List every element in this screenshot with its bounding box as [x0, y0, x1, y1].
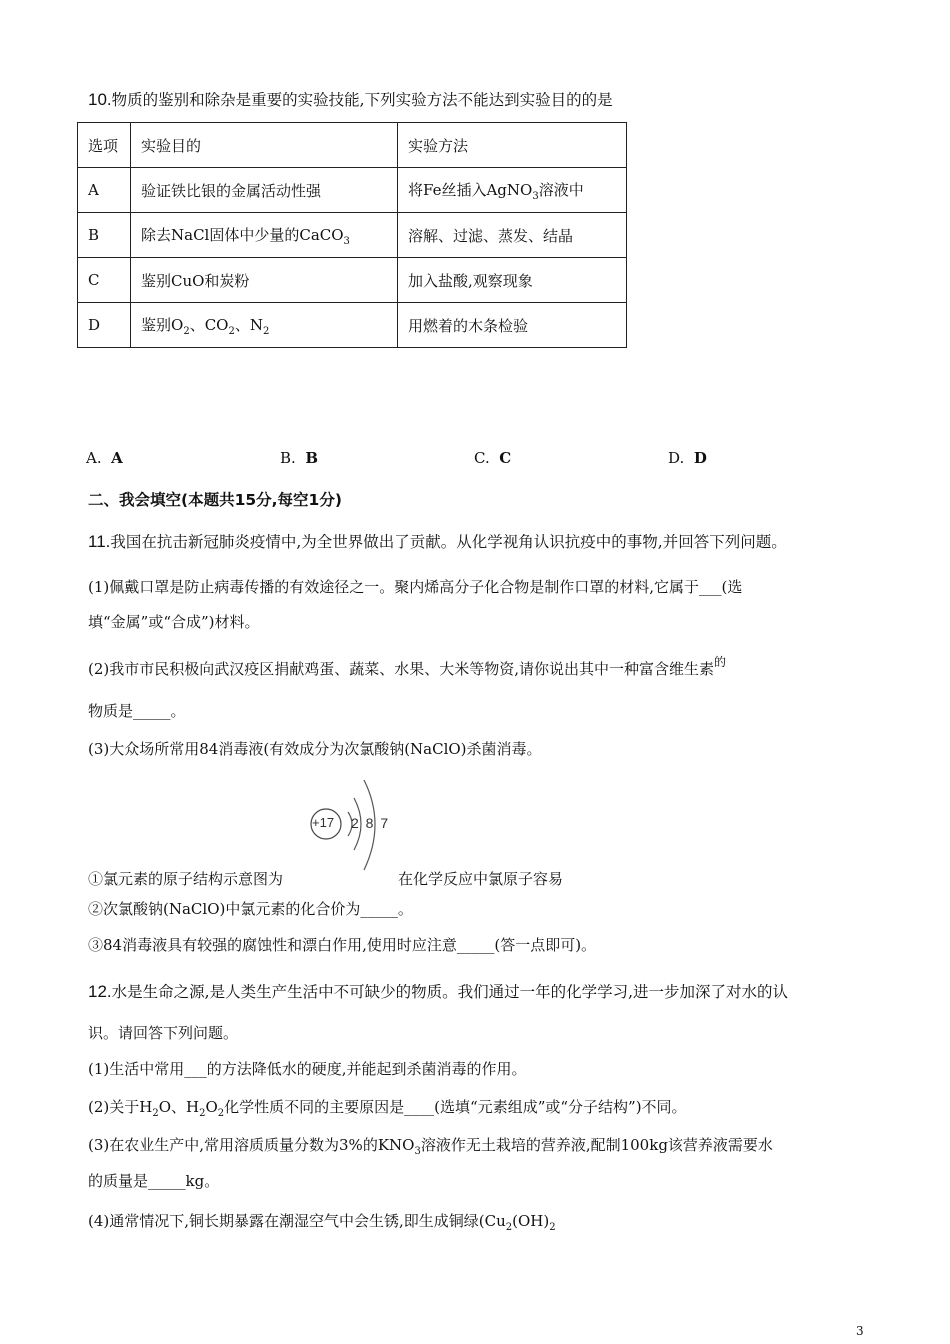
row-method: 加入盐酸,观察现象 — [398, 258, 627, 303]
q11-sub1-b: 在化学反应中氯原子容易 — [398, 870, 564, 888]
q11-sub3: ③84消毒液具有较强的腐蚀性和漂白作用,使用时应注意_____(答一点即可)。 — [88, 936, 597, 954]
choice-b[interactable]: B. B — [280, 449, 319, 467]
section-title: 二、我会填空(本题共15分,每空1分) — [88, 491, 342, 509]
row-option: C — [78, 258, 131, 303]
atom-electron-shells: 2 8 7 — [351, 815, 389, 831]
row-option: B — [78, 213, 131, 258]
choice-d[interactable]: D. D — [668, 449, 707, 467]
row-option: A — [78, 168, 131, 213]
row-option: D — [78, 303, 131, 348]
header-method: 实验方法 — [398, 123, 627, 168]
q12-part3-line1: (3)在农业生产中,常用溶质质量分数为3%的$KNO_3$溶液作无土栽培的营养液,配制100kg该营养液需要水 — [88, 1136, 773, 1157]
q10-number: 10. — [88, 90, 112, 109]
q12-part2: (2)关于$H_2O$、$H_2O_2$化学性质不同的主要原因是____(选填“元素组成”或“分子结构”)不同。 — [88, 1098, 687, 1119]
q11-part2-line2: 物质是_____。 — [88, 702, 186, 720]
q12-part4: (4)通常情况下,铜长期暴露在潮湿空气中会生锈,即生成铜绿($Cu_2(OH)_2$ — [88, 1212, 556, 1233]
atom-nucleus: +17 — [312, 815, 335, 830]
row-purpose: 除去NaCl固体中少量的CaCO$_3$ — [131, 213, 398, 258]
q11-part3: (3)大众场所常用84消毒液(有效成分为次氯酸钠(NaClO)杀菌消毒。 — [88, 740, 542, 758]
table-row — [78, 303, 627, 348]
q12-stem-line2: 识。请回答下列问题。 — [88, 1024, 239, 1042]
row-purpose: 鉴别CuO和炭粉 — [131, 258, 398, 303]
row-method: 将Fe丝插入AgNO$_3$溶液中 — [398, 168, 627, 213]
q12-part1: (1)生活中常用___的方法降低水的硬度,并能起到杀菌消毒的作用。 — [88, 1060, 527, 1078]
row-method: 用燃着的木条检验 — [398, 303, 627, 348]
header-option: 选项 — [78, 123, 131, 168]
row-purpose: 鉴别$O_2$、$CO_2$、$N_2$ — [131, 303, 398, 348]
q11-number: 11. — [88, 532, 111, 551]
table-header-row — [78, 123, 627, 168]
table-row — [78, 168, 627, 213]
row-purpose: 验证铁比银的金属活动性强 — [131, 168, 398, 213]
q10-stem-text: 物质的鉴别和除杂是重要的实验技能,下列实验方法不能达到实验目的的是 — [111, 91, 613, 109]
q11-sub2: ②次氯酸钠(NaClO)中氯元素的化合价为_____。 — [88, 900, 413, 918]
choice-a[interactable]: A. A — [86, 449, 123, 467]
chlorine-atom-diagram — [306, 770, 406, 874]
q11-sub1-a: ①氯元素的原子结构示意图为 — [88, 870, 284, 888]
q11-stem: 11.我国在抗击新冠肺炎疫情中,为全世界做出了贡献。从化学视角认识抗疫中的事物,并回答下列问题。 — [88, 532, 787, 551]
page-number: 3 — [856, 1324, 864, 1338]
q12-stem-line1: 12.水是生命之源,是人类生产生活中不可缺少的物质。我们通过一年的化学学习,进一步加深了对水的认 — [88, 982, 788, 1001]
table-row — [78, 213, 627, 258]
choice-c[interactable]: C. C — [474, 449, 512, 467]
q10-stem — [88, 88, 613, 110]
q11-part2-line1: (2)我市市民积极向武汉疫区捐献鸡蛋、蔬菜、水果、大米等物资,请你说出其中一种富含维生素$^的$ — [88, 655, 727, 678]
experiment-table — [77, 122, 627, 348]
table-row — [78, 258, 627, 303]
q12-number: 12. — [88, 982, 112, 1001]
q12-part3-line2: 的质量是_____kg。 — [88, 1172, 220, 1190]
q11-part1-line2: 填“金属”或“合成”)材料。 — [88, 613, 260, 631]
q11-part1-line1: (1)佩戴口罩是防止病毒传播的有效途径之一。聚内烯高分子化合物是制作口罩的材料,它属于___(选 — [88, 578, 743, 596]
header-purpose: 实验目的 — [131, 123, 398, 168]
row-method: 溶解、过滤、蒸发、结晶 — [398, 213, 627, 258]
